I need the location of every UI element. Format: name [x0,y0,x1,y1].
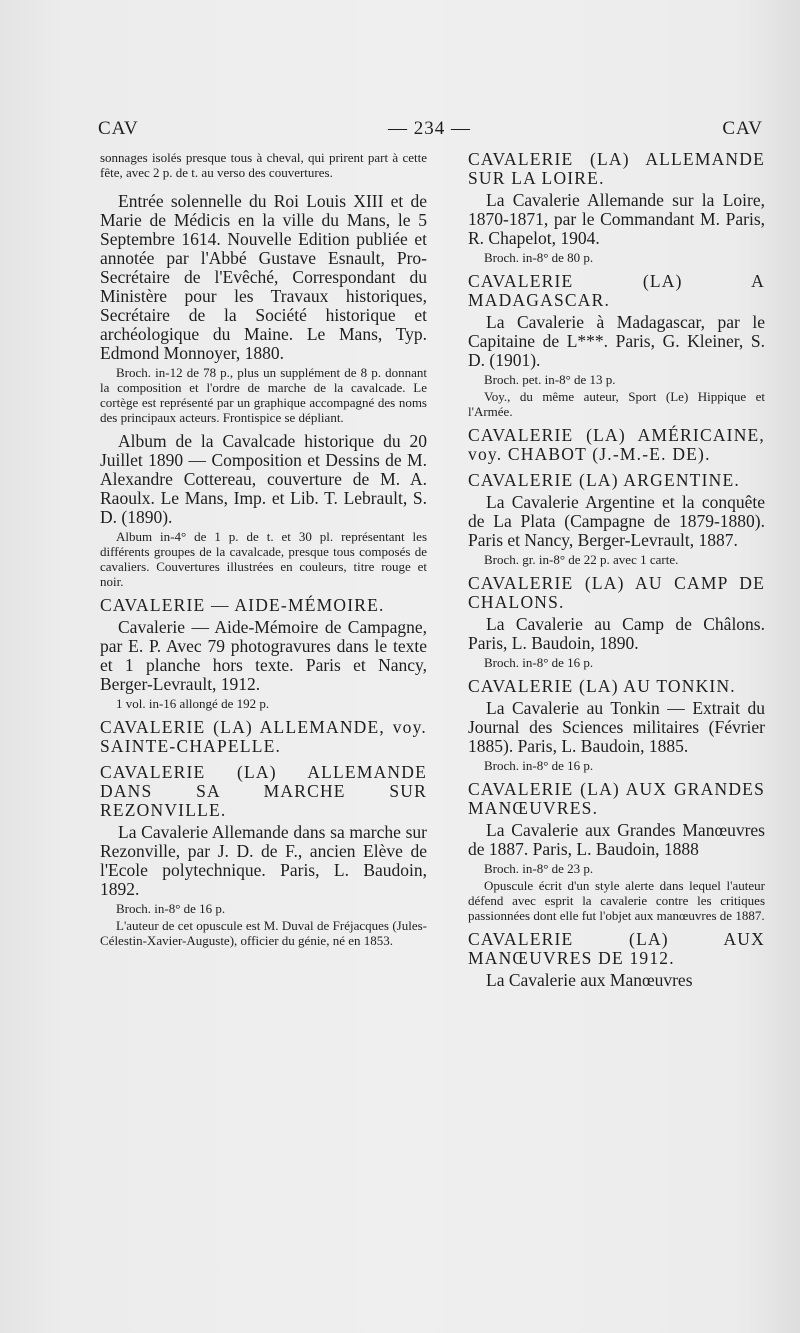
running-header [98,118,763,148]
entry-body: La Cavalerie aux Grandes Manœuvres de 1887. Paris, L. Baudoin, 1888 [468,820,765,859]
entry [100,763,427,948]
entry [468,150,765,265]
entry-note: Broch. pet. in-8° de 13 p. [484,372,616,387]
left-column [100,150,427,1260]
entry-body: Album de la Cavalcade historique du 20 Juillet 1890 — Composition et Dessins de M. Alexandre Cottereau, couverture de M. A. Raoulx. Le Mans, Imp. et Lib. T. Lebrault, S. D. (1890). [100,431,427,527]
entry-heading: CAVALERIE (LA) AUX GRANDES MANŒUVRES. [468,779,765,818]
entry-body: Cavalerie — Aide-Mémoire de Campagne, par E. P. Avec 79 photogravures dans le texte et 1 planche hors texte. Paris et Nancy, Berger-Levrault, 1912. [100,617,427,694]
entry-note: Broch. in-12 de 78 p., plus un supplément de 8 p. donnant la composition et l'ordre de marche de la cavalcade. Le cortège est représenté par un graphique accompagné des noms des principaux acteurs. Frontispice se dépliant. [100,365,427,425]
entry-heading: CAVALERIE (LA) AU TONKIN. [468,676,736,696]
entry [468,426,765,464]
entry-note: Opuscule écrit d'un style alerte dans lequel l'auteur défend avec esprit la cavalerie contre les critiques passionnées dont elle fut l'objet aux manœuvres de 1887. [468,878,765,923]
page-number: — 234 — [388,118,471,139]
entry-heading: CAVALERIE (LA) AUX MANŒUVRES DE 1912. [468,929,765,968]
entry-note: Broch. gr. in-8° de 22 p. avec 1 carte. [484,552,679,567]
entry-body: La Cavalerie aux Manœuvres [486,970,693,990]
entry-body: La Cavalerie Allemande sur la Loire, 1870-1871, par le Commandant M. Paris, R. Chapelot, 1904. [468,190,765,248]
entry [468,272,765,419]
entry-note: L'auteur de cet opuscule est M. Duval de Fréjacques (Jules-Célestin-Xavier-Auguste), officier du génie, né en 1853. [100,918,427,948]
entry-body: La Cavalerie Allemande dans sa marche sur Rezonville, par J. D. de F., ancien Elève de l'Ecole polytechnique. Paris, L. Baudoin, 1892. [100,822,427,899]
entry-heading: CAVALERIE (LA) AMÉRICAINE, voy. CHABOT (J.-M.-E. DE). [468,425,765,464]
entry-heading: CAVALERIE (LA) ALLEMANDE, voy. SAINTE-CHAPELLE. [100,717,427,756]
entry-heading: CAVALERIE — AIDE-MÉMOIRE. [100,595,385,615]
entry-note: Broch. in-8° de 16 p. [484,655,594,670]
entry-heading: CAVALERIE (LA) ALLEMANDE SUR LA LOIRE. [468,150,765,188]
entry-heading: CAVALERIE (LA) A MADAGASCAR. [468,271,765,310]
entry-body: La Cavalerie à Madagascar, par le Capitaine de L***. Paris, G. Kleiner, S. D. (1901). [468,312,765,370]
entry-heading: CAVALERIE (LA) ALLEMANDE DANS SA MARCHE SUR REZONVILLE. [100,762,427,820]
entry-body: La Cavalerie au Camp de Châlons. Paris, L. Baudoin, 1890. [468,614,765,653]
entry-heading: CAVALERIE (LA) AU CAMP DE CHALONS. [468,573,765,612]
entry-note: Broch. in-8° de 23 p. [484,861,594,876]
entry [100,432,427,589]
entry-body: Entrée solennelle du Roi Louis XIII et de Marie de Médicis en la ville du Mans, le 5 Septembre 1614. Nouvelle Edition publiée et annotée par l'Abbé Gustave Esnault, Pro-Secrétaire de l'Evêché, Correspondant du Ministère pour les Travaux historiques, Secrétaire de la Société historique et archéologique du Maine. Le Mans, Typ. Edmond Monnoyer, 1880. [100,191,427,363]
entry-body: La Cavalerie au Tonkin — Extrait du Journal des Sciences militaires (Février 1885). Paris, L. Baudoin, 1885. [468,698,765,756]
entry [468,780,765,923]
entry-note: 1 vol. in-16 allongé de 192 p. [116,696,270,711]
entry [100,596,427,711]
entry [468,677,765,773]
entry [468,930,765,990]
header-left: CAV [98,118,139,139]
entry-body: La Cavalerie Argentine et la conquête de La Plata (Campagne de 1879-1880). Paris et Nancy, Berger-Levrault, 1887. [468,492,765,550]
entry [100,192,427,425]
entry-heading: CAVALERIE (LA) ARGENTINE. [468,470,740,490]
entry-note: Broch. in-8° de 16 p. [116,901,226,916]
right-column [468,150,765,1260]
entry-note: Broch. in-8° de 80 p. [484,250,594,265]
entry [100,718,427,756]
entry-note: Album in-4° de 1 p. de t. et 30 pl. représentant les différents groupes de la cavalcade, presque tous composés de cavaliers. Couvertures illustrées en couleurs, titre rouge et noir. [100,529,427,589]
entry [468,471,765,567]
entry-note: Broch. in-8° de 16 p. [484,758,594,773]
continuation-note: sonnages isolés presque tous à cheval, qui prirent part à cette fête, avec 2 p. de t. au verso des couvertures. [100,150,427,180]
entry-note: Voy., du même auteur, Sport (Le) Hippique et l'Armée. [468,389,765,419]
header-right: CAV [722,118,763,139]
entry [468,574,765,670]
